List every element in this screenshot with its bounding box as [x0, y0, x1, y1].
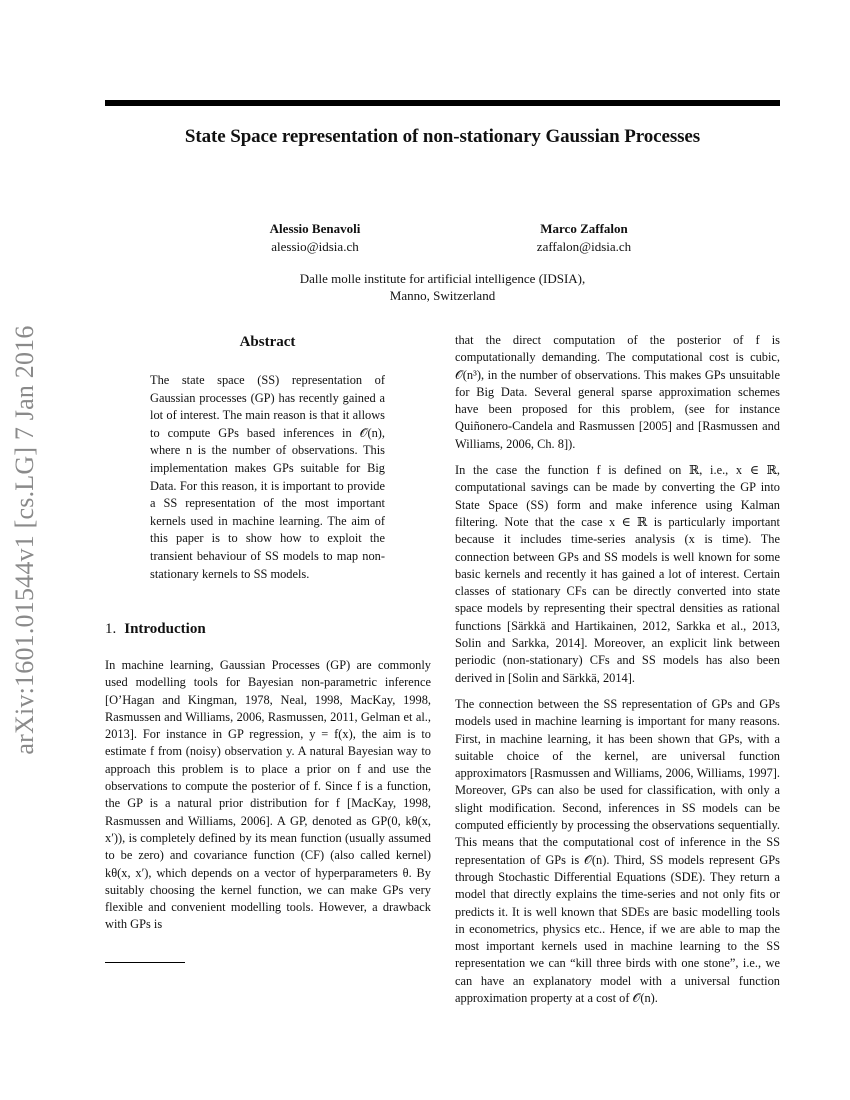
affiliation: [105, 270, 780, 304]
affiliation-line-2: Manno, Switzerland: [389, 288, 496, 303]
section-number: 1.: [105, 621, 117, 637]
affiliation-line-1: Dalle molle institute for artificial intelligence (IDSIA),: [299, 271, 586, 286]
section-heading-introduction: [105, 621, 206, 638]
author-name: Marco Zaffalon: [540, 221, 628, 236]
paper-title: State Space representation of non-stationary Gaussian Processes: [184, 126, 701, 147]
arxiv-identifier: arXiv:1601.01544v1 [cs.LG] 7 Jan 2016: [10, 325, 39, 755]
author-name: Alessio Benavoli: [269, 221, 361, 236]
section-title: Introduction: [124, 621, 206, 637]
author-email: zaffalon@idsia.ch: [536, 239, 632, 254]
abstract-heading: Abstract: [239, 334, 296, 350]
introduction-left-column: [105, 657, 431, 934]
introduction-right-column: [455, 332, 780, 1016]
body-paragraph: In the case the function f is defined on ℝ, i.e., x ∈ ℝ, computational savings can be made by converting the GP into State Space (SS) form and make inference using Kalman filtering. Note that the case x ∈ ℝ is particularly important because it includes time-series analysis (x is time). The connection between GPs and SS models is well known for some basic kernels and recently it has gained a lot of interest. Certain classes of stationary CFs can be directly converted into state space models by representing their spectral densities as rational functions [Särkkä and Hartikainen, 2012, Sarkka et al., 2013, Solin and Sarkka, 2014]. Moreover, an explicit link between periodic (non-stationary) CFs and SS models has also been derived in [Solin and Särkkä, 2014].: [455, 463, 780, 685]
abstract-text: [150, 372, 385, 583]
body-paragraph: The connection between the SS representation of GPs and GPs models used in machine learning is important for many reasons. First, in machine learning, it has been shown that GPs, with a suitable choice of the kernel, are universal function approximators [Rasmussen and Williams, 2006, Williams, 1997]. Moreover, GPs can also be used for classification, with only a slight modification. Second, inferences in SS models can be computed efficiently by processing the observations sequentially. This means that the computational cost of inference in the SS representation of GPs is 𝒪(n). Third, SS models represent GPs through Stochastic Differential Equations (SDE). They return a model that directly explains the time-series and not only fits or predicts it. It is well known that SDEs are basic modelling tools in econometrics, physics etc.. Hence, if we are able to map the most important kernels used in machine learning to the SS representation we can “kill three birds with one stone”, i.e., we can have an explanatory model with a universal function approximation property at a cost of 𝒪(n).: [455, 696, 780, 1005]
arxiv-sidebar-stamp: [5, 295, 45, 785]
footnote-rule: [105, 962, 185, 963]
title-top-rule: [105, 100, 780, 106]
introduction-paragraph: In machine learning, Gaussian Processes (GP) are commonly used modelling tools for Bayesian non-parametric inference [O’Hagan and Kingman, 1978, Neal, 1998, MacKay, 1998, Rasmussen and Williams, 2006, Rasmussen, 2011, Gelman et al., 2013]. For instance in GP regression, y = f(x), the aim is to estimate f from (noisy) observation y. A natural Bayesian way to approach this problem is to place a prior on f and use the observations to compute the posterior of f. Since f is a function, the GP is a natural prior distribution for f [MacKay, 1998, Rasmussen and Williams, 2006]. A GP, denoted as GP(0, kθ(x, x′)), is completely defined by its mean function (usually assumed to be zero) and covariance function (CF) (also called kernel) kθ(x, x′), which depends on a vector of hyperparameters θ. By suitably choosing the kernel function, we can make GPs very flexible and convenient modelling tools. However, a drawback with GPs is: [105, 658, 431, 932]
body-paragraph: that the direct computation of the posterior of f is computationally demanding. The computational cost is cubic, 𝒪(n³), in the number of observations. This makes GPs unsuitable for Big Data. Several general sparse approximation schemes have been proposed for this problem, (see for instance Quiñonero-Candela and Rasmussen [2005] and [Rasmussen and Williams, 2006, Ch. 8]).: [455, 333, 780, 451]
author-email: alessio@idsia.ch: [271, 239, 359, 254]
abstract-paragraph: The state space (SS) representation of Gaussian processes (GP) has recently gained a lot of interest. The main reason is that it allows to compute GPs based inferences in 𝒪(n), where n is the number of observations. This implementation makes GPs suitable for Big Data. For this reason, it is important to provide a SS representation of the most important kernels used in machine learning. The aim of this paper is to show how to exploit the transient behaviour of SS models to map non-stationary kernels to SS models.: [150, 373, 385, 581]
author-block-1: [195, 220, 435, 256]
author-block-2: [464, 220, 704, 256]
